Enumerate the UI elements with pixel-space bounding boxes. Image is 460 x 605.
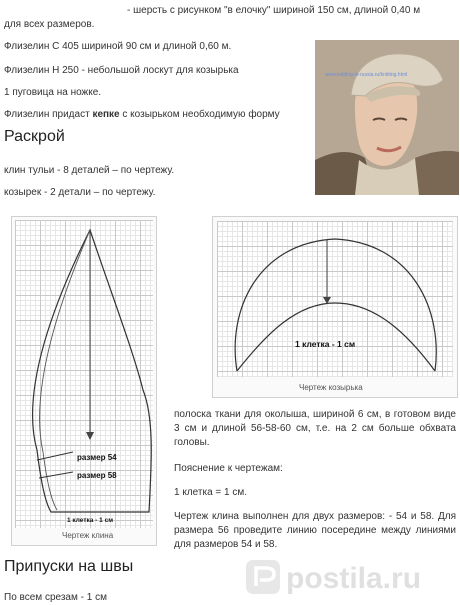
text-wedge-sizes-paragraph: Чертеж клина выполнен для двух размеров: - 54 и 58. Для размера 56 проведите линию посередине между линиями для размеров 54 и 58. xyxy=(174,511,456,550)
text-band-paragraph: полоска ткани для околыша, шириной 6 см, в готовом виде 3 см и длиной 56-58-60 см, т.е. на 2 см больше обхвата головы. xyxy=(174,409,456,448)
text-flizelin-give-cap: кепке xyxy=(92,109,120,120)
wedge-label-58: размер 58 xyxy=(77,471,117,480)
heading-cutting: Раскрой xyxy=(4,128,65,145)
text-flizelin-give-c: с козырьком необходимую форму xyxy=(119,109,280,120)
text-cell-scale: 1 клетка = 1 см. xyxy=(174,487,248,498)
text-wool-line: - шерсть с рисунком "в елочку" шириной 150 см, длиной 0,40 м xyxy=(127,5,421,16)
text-allowance: По всем срезам - 1 см xyxy=(4,592,107,603)
wedge-outline-58 xyxy=(33,230,152,512)
text-visor: козырек - 2 детали – по чертежу. xyxy=(4,187,156,198)
visor-outer-curve xyxy=(235,239,436,371)
visor-pattern-figure xyxy=(212,216,458,398)
visor-drawing xyxy=(217,221,453,377)
visor-inner-curve xyxy=(237,303,435,371)
postila-logo-text: postila.ru xyxy=(286,562,422,595)
visor-caption: Чертеж козырька xyxy=(299,383,363,392)
wedge-outline-54 xyxy=(40,230,90,510)
cap-photo xyxy=(315,40,459,195)
heading-allowance: Припуски на швы xyxy=(4,558,134,575)
text-flizelin-h: Флизелин Н 250 - небольшой лоскут для козырька xyxy=(4,65,239,76)
postila-logo-mark xyxy=(244,552,460,601)
text-flizelin-give xyxy=(4,108,280,122)
cap-photo-illustration xyxy=(315,40,459,195)
wedge-pointer-54 xyxy=(37,452,73,460)
text-button: 1 пуговица на ножке. xyxy=(4,87,102,98)
wedge-arrow-head xyxy=(86,432,94,440)
wedge-scale-label: 1 клетка - 1 см xyxy=(67,517,113,524)
text-flizelin-give-a: Флизелин придаст xyxy=(4,109,93,120)
photo-watermark: www.knitting-in-russia.ru/knitting.html xyxy=(325,72,408,78)
postila-logo xyxy=(244,552,460,601)
text-explanation: Пояснение к чертежам: xyxy=(174,463,283,474)
text-wool-line-cont: для всех размеров. xyxy=(4,19,95,30)
wedge-label-54: размер 54 xyxy=(77,453,117,462)
visor-scale-label: 1 клетка - 1 см xyxy=(295,339,356,349)
text-wedge: клин тульи - 8 деталей – по чертежу. xyxy=(4,165,175,176)
wedge-pointer-58 xyxy=(39,472,73,478)
wedge-caption: Чертеж клина xyxy=(62,531,114,540)
wedge-pattern-figure xyxy=(11,216,157,546)
wedge-drawing xyxy=(15,220,153,528)
text-flizelin-c: Флизелин С 405 шириной 90 см и длиной 0,60 м. xyxy=(4,41,232,52)
